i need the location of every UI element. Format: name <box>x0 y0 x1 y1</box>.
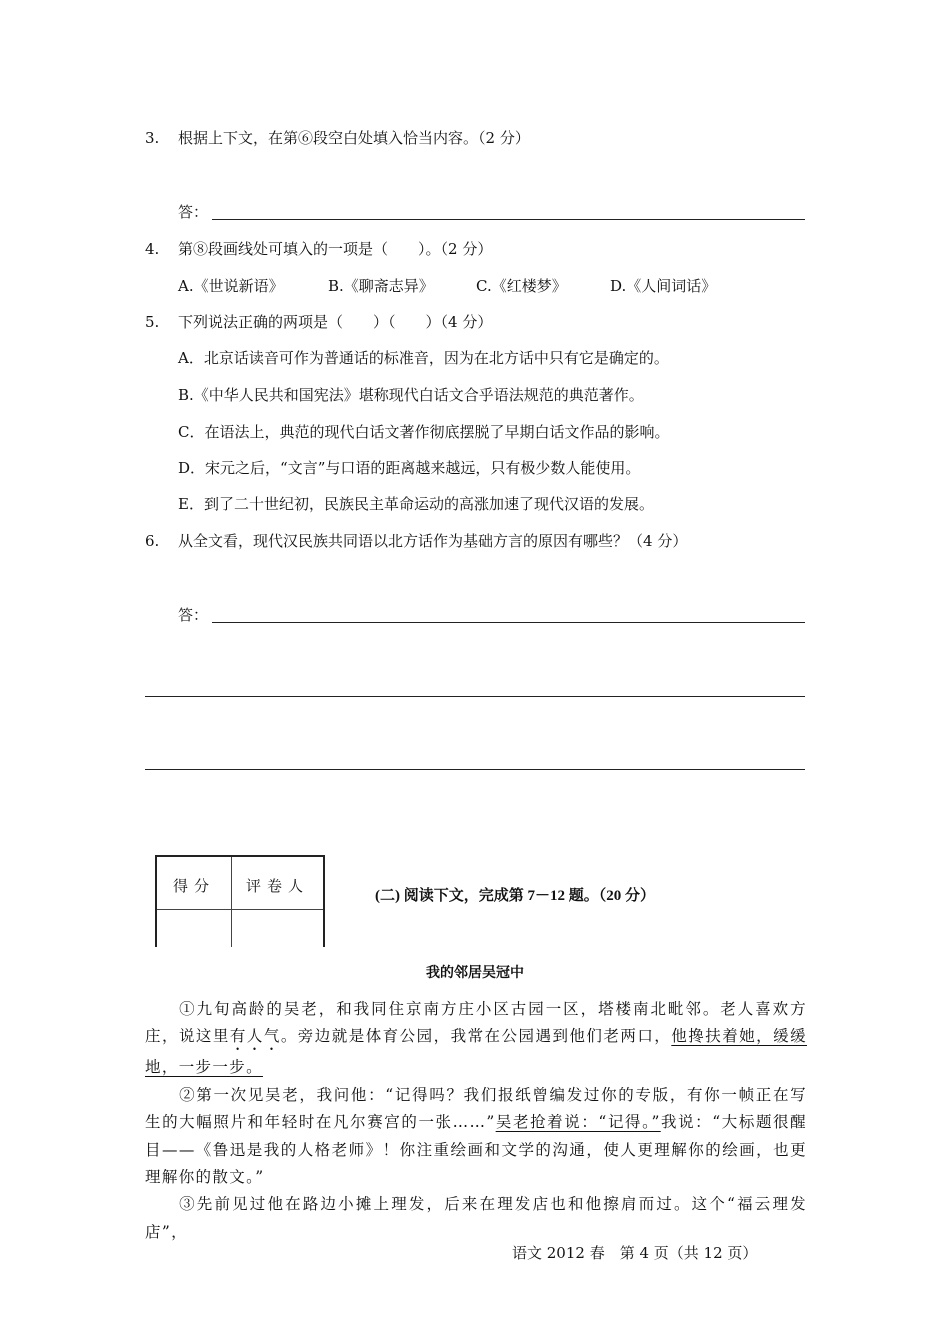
question-number: 3. <box>145 129 160 147</box>
answer-line[interactable] <box>145 696 805 697</box>
answer-line[interactable] <box>212 219 805 220</box>
score-table <box>155 855 325 947</box>
page-footer: 语文 2012 春 第 4 页（共 12 页） <box>512 1244 758 1262</box>
table-divider <box>157 909 323 910</box>
paragraph-3: ③先前见过他在路边小摊上理发，后来在理发店也和他擦肩而过。这个“福云理发店”， <box>145 1195 807 1241</box>
option-a: A.《世说新语》 <box>178 277 284 295</box>
option-b: B.《中华人民共和国宪法》堪称现代白话文合乎语法规范的典范著作。 <box>178 386 644 404</box>
underlined-text: 吴老抢着说：“记得。” <box>495 1113 661 1132</box>
paragraph-2 <box>145 1082 807 1192</box>
question-number: 6. <box>145 532 160 550</box>
question-text: 从全文看，现代汉民族共同语以北方话作为基础方言的原因有哪些？（4 分） <box>178 532 688 550</box>
answer-label: 答： <box>178 606 209 624</box>
question-text: 第⑧段画线处可填入的一项是（ ）。（2 分） <box>178 240 493 258</box>
option-c: C.《红楼梦》 <box>476 277 567 295</box>
table-divider <box>231 857 232 947</box>
score-header: 得分 <box>172 877 215 895</box>
option-c: C．在语法上，典范的现代白话文著作彻底摆脱了早期白话文作品的影响。 <box>178 423 670 441</box>
grader-header: 评卷人 <box>245 877 309 895</box>
question-text: 根据上下文，在第⑥段空白处填入恰当内容。（2 分） <box>178 129 530 147</box>
passage-body <box>145 996 807 1246</box>
option-e: E．到了二十世纪初，民族民主革命运动的高涨加速了现代汉语的发展。 <box>178 495 654 513</box>
underlined-text: 他搀扶着她，缓缓地，一步一步。 <box>145 1027 807 1077</box>
paragraph-1 <box>145 996 807 1082</box>
text: ①九旬高龄的吴老，和我同住京南方庄小区古园一区，塔楼南北毗邻。老人喜欢方庄，说这里 <box>145 1000 807 1046</box>
text: ②第一次见吴老，我问他：“记得吗？我们报纸曾编发过你的专版，有你一帧正在写生的大幅照片和年轻时在凡尔赛宫的一张……” <box>145 1085 807 1132</box>
answer-line[interactable] <box>212 622 805 623</box>
text: 。旁边就是体育公园，我常在公园遇到他们老两口， <box>280 1027 672 1046</box>
option-d: D．宋元之后，“文言”与口语的距离越来越远，只有极少数人能使用。 <box>178 459 641 477</box>
passage-title: 我的邻居吴冠中 <box>426 965 524 981</box>
option-d: D.《人间词话》 <box>610 277 717 295</box>
option-b: B.《聊斋志异》 <box>328 277 434 295</box>
text: 我说：“大标题很醒目——《鲁迅是我的人格老师》！你注重绘画和文学的沟通，使人更理解你的绘画，也更理解你的散文。” <box>145 1113 808 1187</box>
question-number: 4. <box>145 240 160 258</box>
emphasized-text: 有人气 <box>229 1027 281 1046</box>
answer-line[interactable] <box>145 769 805 770</box>
question-number: 5. <box>145 313 160 331</box>
section-heading: (二) 阅读下文，完成第 7－12 题。（20 分） <box>375 888 655 904</box>
answer-label: 答： <box>178 203 209 221</box>
option-a: A．北京话读音可作为普通话的标准音，因为在北方话中只有它是确定的。 <box>178 349 669 367</box>
question-text: 下列说法正确的两项是（ ）（ ）（4 分） <box>178 313 493 331</box>
